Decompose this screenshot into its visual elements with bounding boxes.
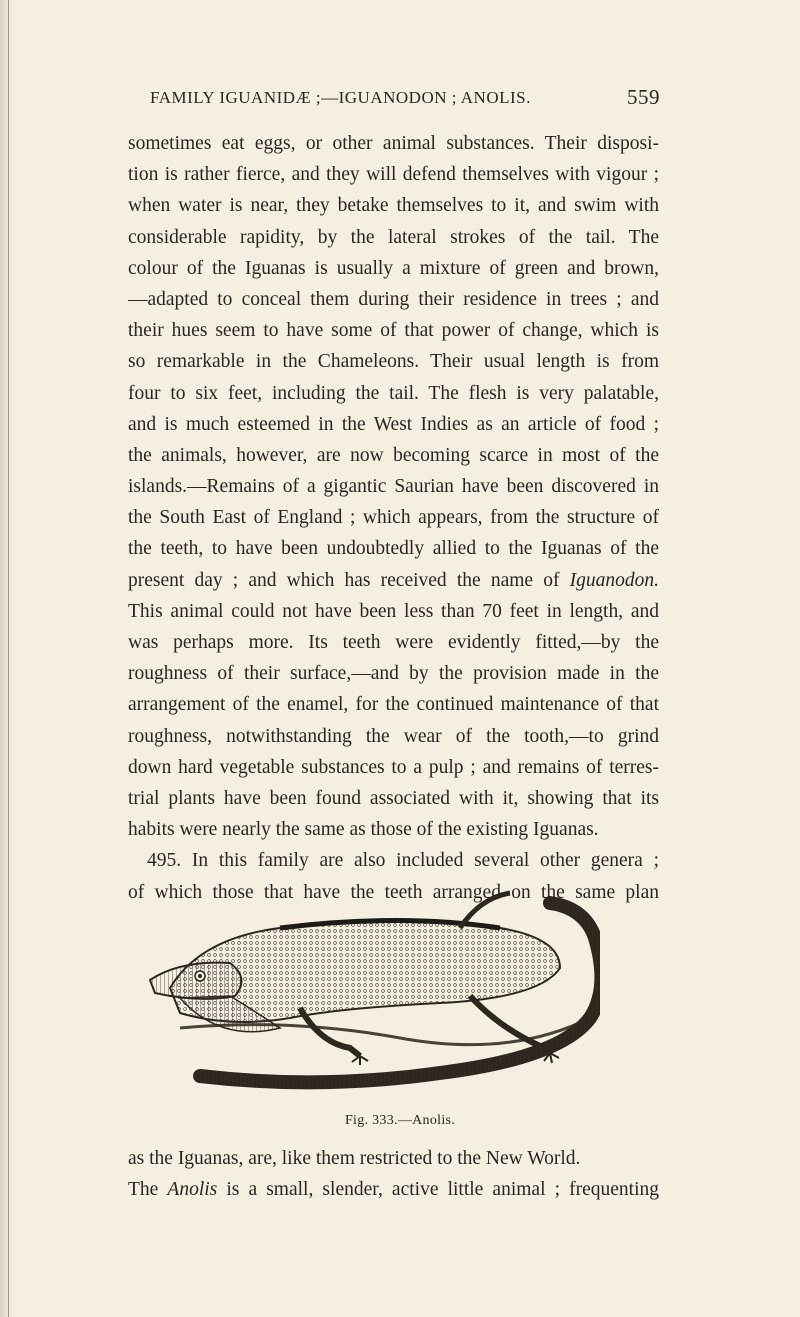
- figure-caption: Fig. 333.—Anolis.: [344, 1113, 456, 1128]
- running-header: [150, 85, 660, 118]
- text-line: the South East of England ; which appears, from the structure of: [128, 507, 659, 529]
- text-line: and is much esteemed in the West Indies as an article of food ;: [128, 413, 659, 435]
- text-line: tion is rather fierce, and they will defend themselves with vigour ;: [128, 164, 659, 186]
- text-line: the animals, however, are now becoming scarce in most of the: [128, 444, 659, 466]
- text-line: present day ; and which has received the name of Iguanodon.: [128, 569, 659, 591]
- text-line: when water is near, they betake themselves to it, and swim with: [128, 195, 659, 217]
- text-line: their hues seem to have some of that power of change, which is: [128, 320, 659, 342]
- text-line: four to six feet, including the tail. The flesh is very palatable,: [128, 382, 659, 404]
- page-number: 559: [627, 85, 660, 109]
- text-line: —adapted to conceal them during their residence in trees ; and: [128, 288, 659, 310]
- text-line: so remarkable in the Chameleons. Their usual length is from: [128, 351, 659, 373]
- text-line: habits were nearly the same as those of the existing Iguanas.: [128, 819, 599, 841]
- genus-name-anolis: Anolis: [167, 1179, 218, 1201]
- text-line: colour of the Iguanas is usually a mixture of green and brown,: [128, 257, 659, 279]
- running-title: FAMILY IGUANIDÆ ;—IGUANODON ; ANOLIS.: [150, 88, 531, 107]
- main-text: [128, 128, 659, 908]
- text-line: roughness of their surface,—and by the provision made in the: [128, 663, 659, 685]
- text-line: as the Iguanas, are, like them restricted to the New World.: [128, 1148, 581, 1169]
- text-line: arrangement of the enamel, for the continued maintenance of that: [128, 694, 659, 716]
- text-line: down hard vegetable substances to a pulp ; and remains of terres-: [128, 756, 659, 778]
- text-line: of which those that have the teeth arranged on the same plan: [128, 881, 659, 903]
- text-line: roughness, notwithstanding the wear of the tooth,—to grind: [128, 725, 659, 747]
- text-line: trial plants have been found associated with it, showing that its: [128, 787, 659, 809]
- text-line: the teeth, to have been undoubtedly allied to the Iguanas of the: [128, 538, 659, 560]
- text-line: considerable rapidity, by the lateral strokes of the tail. The: [128, 226, 659, 248]
- text-line: was perhaps more. Its teeth were evidently fitted,—by the: [128, 632, 659, 653]
- anolis-illustration: [140, 868, 600, 1098]
- text-line: sometimes eat eggs, or other animal substances. Their disposi-: [128, 133, 659, 154]
- text-line: This animal could not have been less than 70 feet in length, and: [128, 600, 659, 622]
- text-line: islands.—Remains of a gigantic Saurian have been discovered in: [128, 476, 659, 498]
- continued-text: [128, 1143, 659, 1205]
- genus-name-iguanodon: Iguanodon.: [569, 569, 659, 591]
- paragraph-495-start: 495. In this family are also included several other genera ;: [147, 850, 659, 872]
- text-line: The Anolis is a small, slender, active little animal ; frequenting: [128, 1179, 659, 1201]
